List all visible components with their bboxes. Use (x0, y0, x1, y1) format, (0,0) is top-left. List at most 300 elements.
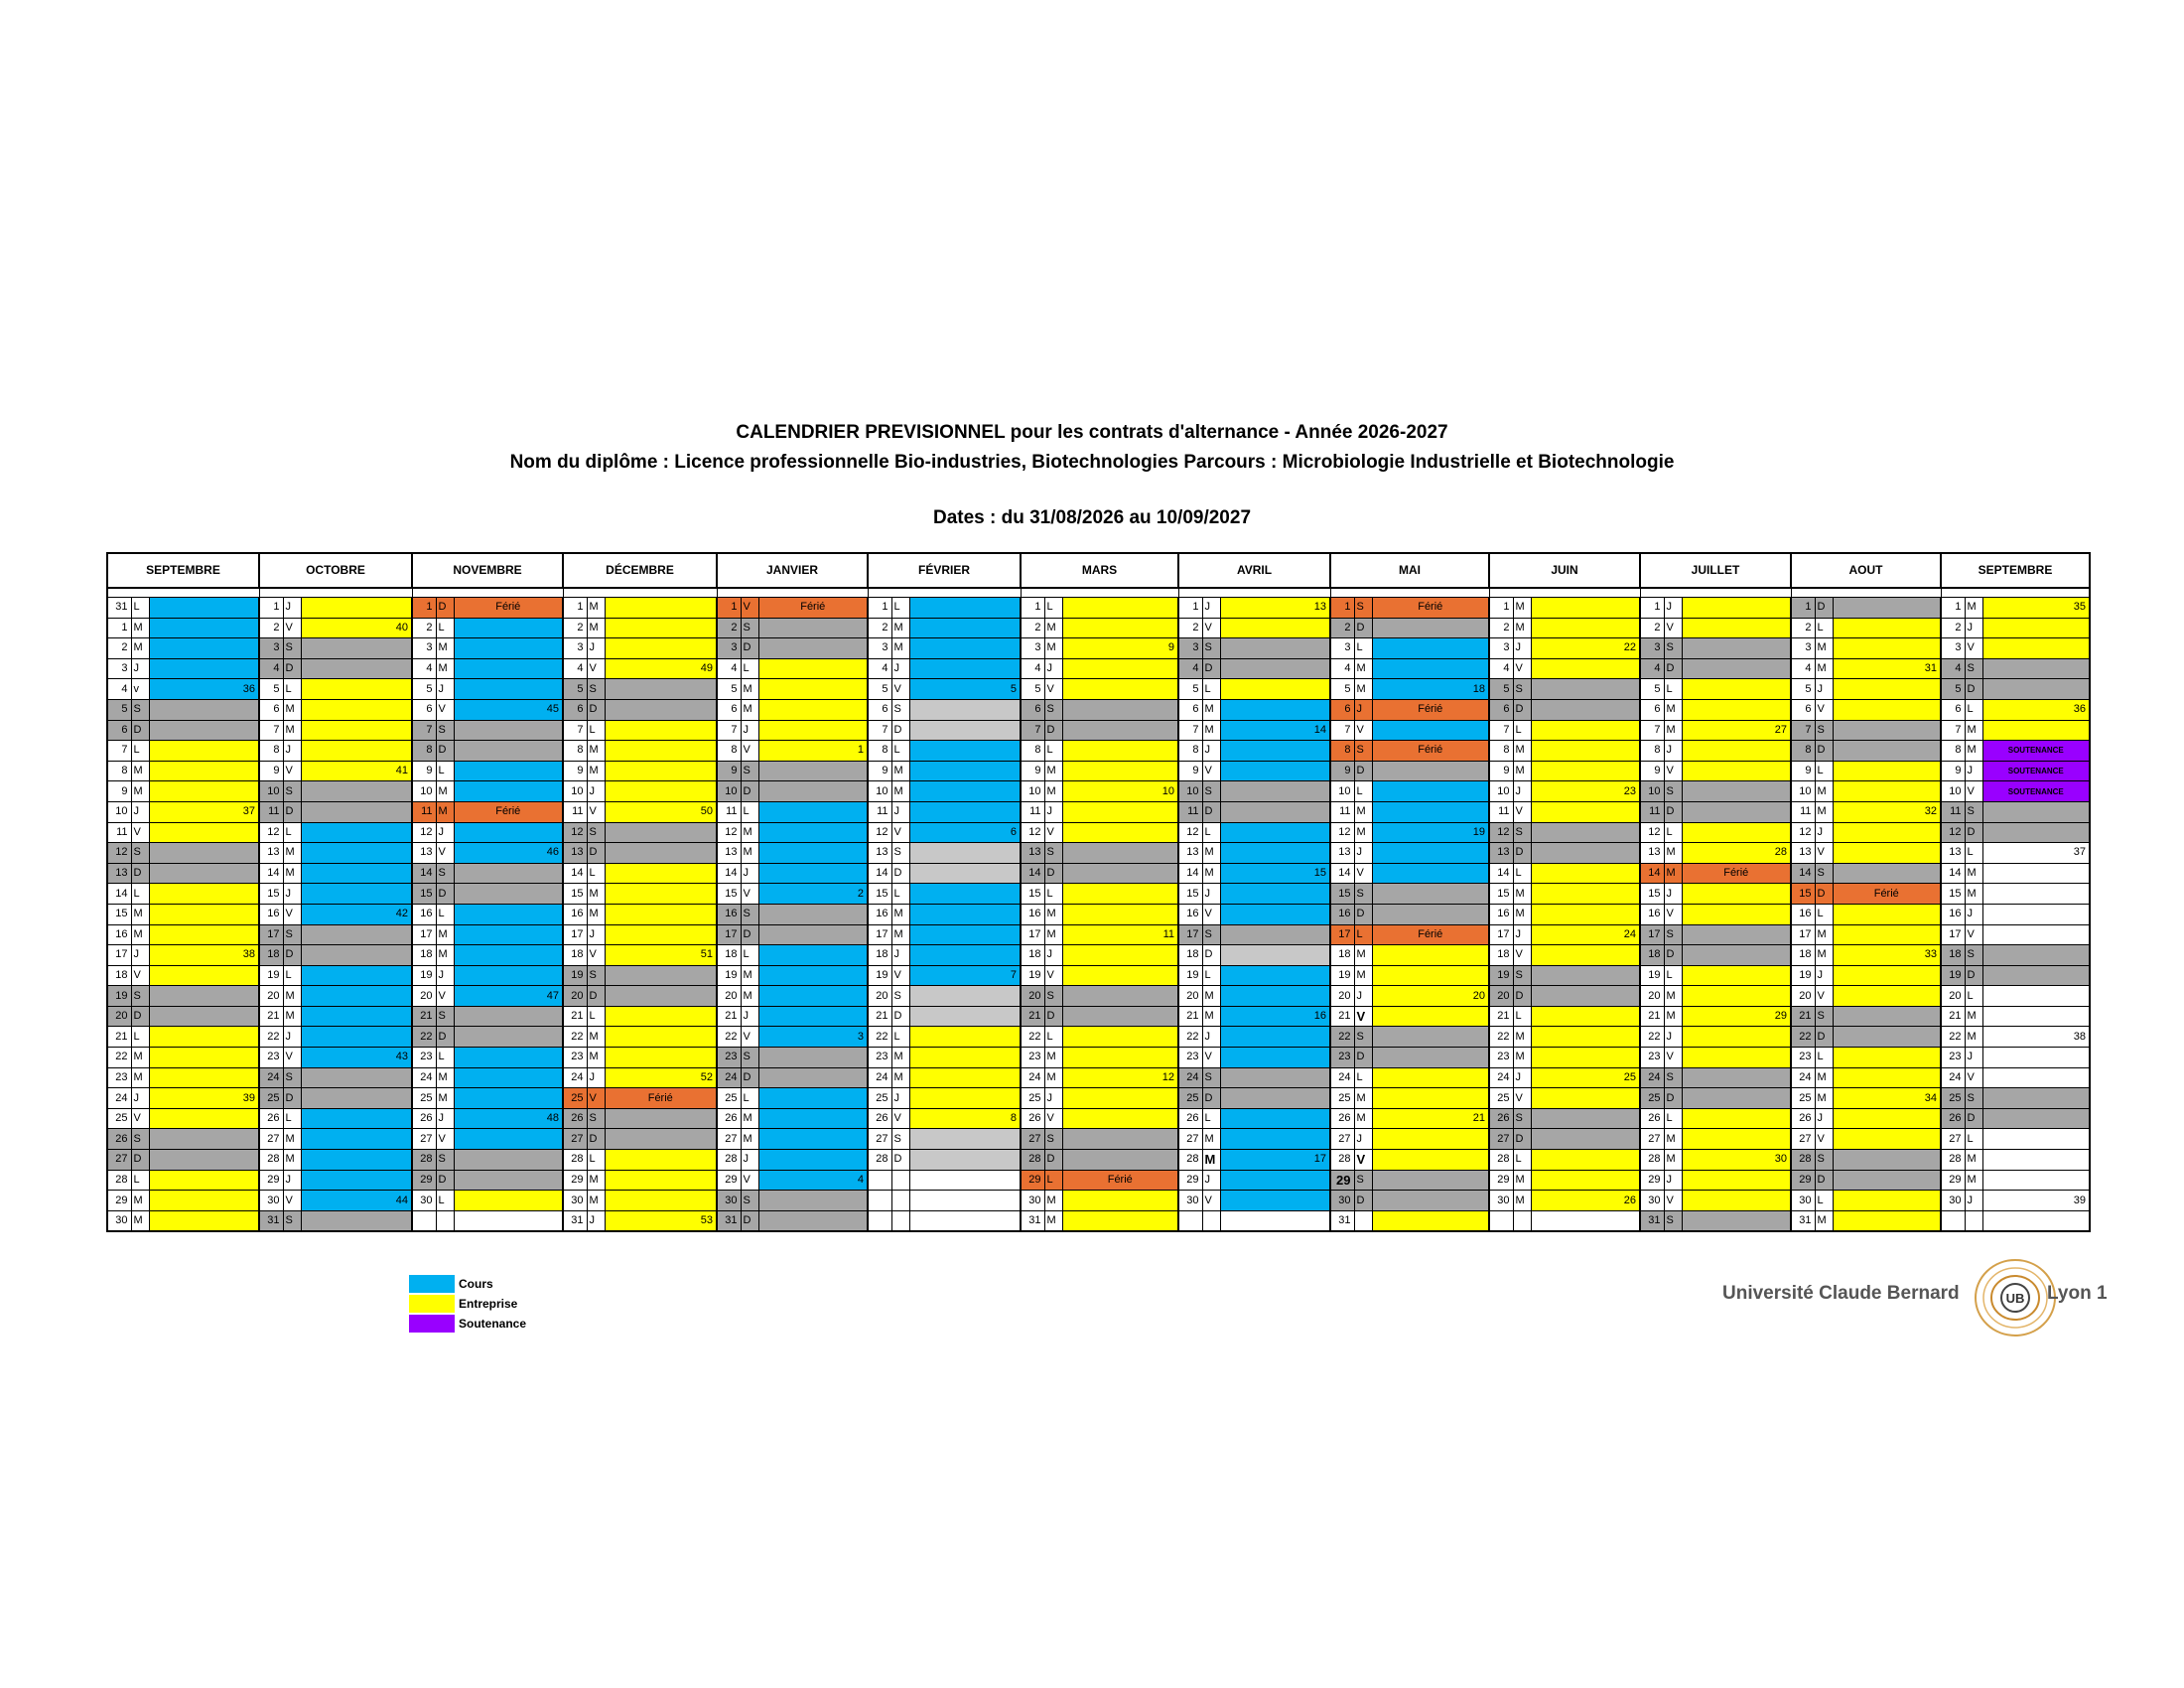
day-activity-cell (149, 863, 259, 884)
weekday-letter: S (1354, 741, 1372, 762)
day-activity-cell (454, 924, 563, 945)
day-number: 20 (1640, 986, 1664, 1007)
weekday-letter: V (1965, 781, 1982, 802)
day-number: 9 (259, 761, 283, 781)
weekday-letter: L (436, 1048, 454, 1068)
day-number: 24 (412, 1067, 436, 1088)
day-number: 7 (1941, 720, 1965, 741)
day-number: 15 (1178, 884, 1202, 905)
day-activity-cell (454, 1006, 563, 1027)
day-number: 7 (717, 720, 741, 741)
day-activity-cell (1220, 699, 1330, 720)
day-activity-cell (1220, 1210, 1330, 1231)
day-activity-cell: 49 (605, 658, 717, 679)
day-activity-cell (1833, 863, 1941, 884)
day-number: 13 (107, 863, 131, 884)
weekday-letter: L (1513, 863, 1531, 884)
day-activity-cell (758, 1191, 868, 1211)
weekday-letter: M (741, 843, 758, 864)
day-number: 31 (1021, 1210, 1044, 1231)
weekday-letter: S (1815, 1150, 1833, 1171)
day-number: 17 (1021, 924, 1044, 945)
weekday-letter: D (131, 1006, 149, 1027)
day-activity-cell (1531, 904, 1640, 924)
day-number: 18 (1640, 945, 1664, 966)
day-number: 12 (412, 822, 436, 843)
day-number: 20 (1021, 986, 1044, 1007)
weekday-letter (891, 1210, 909, 1231)
date-range: Dates : du 31/08/2026 au 10/09/2027 (932, 507, 1252, 528)
weekday-letter: S (1664, 781, 1682, 802)
day-activity-cell (1220, 843, 1330, 864)
weekday-letter: D (1664, 658, 1682, 679)
day-activity-cell (1982, 986, 2090, 1007)
weekday-letter: M (1044, 1048, 1062, 1068)
day-number: 30 (259, 1191, 283, 1211)
weekday-letter: M (1815, 1088, 1833, 1109)
calendar-row (107, 1048, 2090, 1068)
day-activity-cell (758, 1067, 868, 1088)
calendar-table (106, 552, 2091, 1232)
weekday-letter: L (741, 1088, 758, 1109)
weekday-letter: D (283, 1088, 301, 1109)
day-activity-cell (1982, 1088, 2090, 1109)
day-activity-cell (1531, 965, 1640, 986)
day-number: 1 (1791, 598, 1815, 619)
weekday-letter: S (1354, 884, 1372, 905)
day-number: 17 (107, 945, 131, 966)
weekday-letter: L (1815, 1048, 1833, 1068)
weekday-letter: L (741, 801, 758, 822)
weekday-letter: M (1354, 1108, 1372, 1129)
weekday-letter: J (1044, 801, 1062, 822)
day-number: 10 (563, 781, 587, 802)
weekday-letter: M (1202, 843, 1220, 864)
day-number: 21 (868, 1006, 891, 1027)
day-number: 6 (412, 699, 436, 720)
day-activity-cell (1982, 720, 2090, 741)
day-number: 29 (1178, 1170, 1202, 1191)
day-activity-cell (1531, 884, 1640, 905)
weekday-letter: V (891, 679, 909, 700)
weekday-letter: J (1354, 699, 1372, 720)
weekday-letter: L (587, 720, 605, 741)
month-header: DÉCEMBRE (563, 553, 717, 588)
weekday-letter: V (1965, 638, 1982, 659)
weekday-letter: L (1044, 598, 1062, 619)
day-activity-cell (1062, 1150, 1178, 1171)
weekday-letter: L (131, 598, 149, 619)
university-logo (1722, 1253, 2108, 1342)
day-activity-cell (1220, 679, 1330, 700)
weekday-letter: M (436, 658, 454, 679)
weekday-letter: D (1202, 658, 1220, 679)
day-number: 25 (717, 1088, 741, 1109)
day-number: 8 (1489, 741, 1513, 762)
day-number: 9 (412, 761, 436, 781)
weekday-letter: D (1044, 863, 1062, 884)
day-activity-cell: 6 (909, 822, 1021, 843)
day-activity-cell (1531, 1129, 1640, 1150)
day-number: 29 (1640, 1170, 1664, 1191)
weekday-letter: V (1202, 904, 1220, 924)
day-number: 15 (259, 884, 283, 905)
weekday-letter: L (1664, 965, 1682, 986)
day-number: 26 (563, 1108, 587, 1129)
day-number: 10 (1941, 781, 1965, 802)
day-number: 24 (259, 1067, 283, 1088)
day-activity-cell (454, 741, 563, 762)
day-number: 4 (412, 658, 436, 679)
day-activity-cell (1682, 1191, 1791, 1211)
weekday-letter: M (1202, 863, 1220, 884)
weekday-letter: D (131, 720, 149, 741)
month-header: OCTOBRE (259, 553, 412, 588)
day-number: 25 (1640, 1088, 1664, 1109)
calendar-row (107, 679, 2090, 700)
day-activity-cell (1833, 1006, 1941, 1027)
day-activity-cell (1531, 986, 1640, 1007)
weekday-letter: M (741, 986, 758, 1007)
day-number: 13 (1791, 843, 1815, 864)
weekday-letter: V (587, 1088, 605, 1109)
day-number: 30 (1178, 1191, 1202, 1211)
day-number: 3 (1330, 638, 1354, 659)
calendar-row (107, 884, 2090, 905)
day-number: 11 (1640, 801, 1664, 822)
weekday-letter: M (741, 1108, 758, 1129)
weekday-letter: S (741, 904, 758, 924)
day-activity-cell (1372, 658, 1489, 679)
weekday-letter: D (1815, 884, 1833, 905)
weekday-letter: V (741, 884, 758, 905)
day-activity-cell (1982, 679, 2090, 700)
weekday-letter: J (741, 1150, 758, 1171)
day-number: 17 (259, 924, 283, 945)
day-activity-cell: 22 (1531, 638, 1640, 659)
day-number: 8 (1330, 741, 1354, 762)
day-number: 27 (717, 1129, 741, 1150)
day-number: 9 (1941, 761, 1965, 781)
weekday-letter: V (1664, 1191, 1682, 1211)
day-number: 22 (1330, 1027, 1354, 1048)
day-activity-cell (1531, 1006, 1640, 1027)
day-number: 30 (717, 1191, 741, 1211)
weekday-letter: M (131, 618, 149, 638)
day-number: 10 (1330, 781, 1354, 802)
weekday-letter: D (587, 1129, 605, 1150)
weekday-letter: D (436, 1027, 454, 1048)
day-number: 30 (1791, 1191, 1815, 1211)
day-activity-cell: 39 (1982, 1191, 2090, 1211)
day-activity-cell (605, 1150, 717, 1171)
weekday-letter: S (436, 1006, 454, 1027)
weekday-letter: M (587, 1170, 605, 1191)
weekday-letter: S (1044, 843, 1062, 864)
day-number: 23 (259, 1048, 283, 1068)
day-number: 14 (1021, 863, 1044, 884)
day-number: 29 (1941, 1170, 1965, 1191)
day-activity-cell (1220, 986, 1330, 1007)
weekday-letter: V (1513, 945, 1531, 966)
day-number: 14 (717, 863, 741, 884)
day-number: 11 (1178, 801, 1202, 822)
day-number: 24 (717, 1067, 741, 1088)
day-activity-cell (301, 741, 412, 762)
day-number: 21 (717, 1006, 741, 1027)
day-number: 20 (868, 986, 891, 1007)
day-number: 27 (1640, 1129, 1664, 1150)
weekday-letter: J (1354, 1129, 1372, 1150)
day-number: 1 (1489, 598, 1513, 619)
day-activity-cell (1062, 1027, 1178, 1048)
day-activity-cell (605, 679, 717, 700)
day-number: 14 (1489, 863, 1513, 884)
weekday-letter: L (1202, 679, 1220, 700)
weekday-letter: S (1965, 658, 1982, 679)
day-activity-cell (909, 1129, 1021, 1150)
weekday-letter: L (283, 965, 301, 986)
day-activity-cell (149, 1108, 259, 1129)
day-activity-cell: 13 (1220, 598, 1330, 619)
weekday-letter: J (587, 1210, 605, 1231)
day-activity-cell: 35 (1982, 598, 2090, 619)
weekday-letter: M (891, 781, 909, 802)
weekday-letter: J (1202, 598, 1220, 619)
day-number: 30 (1489, 1191, 1513, 1211)
day-activity-cell (1062, 679, 1178, 700)
day-activity-cell (149, 761, 259, 781)
day-activity-cell (301, 638, 412, 659)
weekday-letter: S (1513, 1108, 1531, 1129)
day-number: 27 (1330, 1129, 1354, 1150)
day-number: 28 (1791, 1150, 1815, 1171)
day-activity-cell (758, 781, 868, 802)
day-activity-cell (301, 1150, 412, 1171)
weekday-letter: M (587, 884, 605, 905)
day-number: 6 (1941, 699, 1965, 720)
weekday-letter (436, 1210, 454, 1231)
day-number: 17 (1330, 924, 1354, 945)
day-number: 20 (107, 1006, 131, 1027)
month-header: AOUT (1791, 553, 1941, 588)
day-activity-cell: 26 (1531, 1191, 1640, 1211)
day-number: 5 (1178, 679, 1202, 700)
day-activity-cell (454, 945, 563, 966)
weekday-letter: J (283, 741, 301, 762)
day-activity-cell: Férié (454, 598, 563, 619)
weekday-letter: M (131, 1048, 149, 1068)
day-number: 4 (1021, 658, 1044, 679)
day-activity-cell (1682, 658, 1791, 679)
weekday-letter: L (1664, 1108, 1682, 1129)
weekday-letter: M (1044, 638, 1062, 659)
day-activity-cell (149, 1191, 259, 1211)
day-number: 18 (1489, 945, 1513, 966)
day-number: 5 (868, 679, 891, 700)
day-number: 10 (1640, 781, 1664, 802)
day-number: 21 (412, 1006, 436, 1027)
weekday-letter: M (1044, 618, 1062, 638)
day-activity-cell: 25 (1531, 1067, 1640, 1088)
day-activity-cell (1682, 699, 1791, 720)
day-number: 8 (1640, 741, 1664, 762)
day-number: 19 (563, 965, 587, 986)
calendar-row (107, 945, 2090, 966)
day-number: 2 (1330, 618, 1354, 638)
day-number: 28 (1941, 1150, 1965, 1171)
weekday-letter: L (436, 761, 454, 781)
day-activity-cell (909, 1067, 1021, 1088)
day-activity-cell (1220, 1129, 1330, 1150)
day-number: 15 (1791, 884, 1815, 905)
weekday-letter: S (587, 679, 605, 700)
day-activity-cell (758, 924, 868, 945)
day-number: 1 (1178, 598, 1202, 619)
day-number: 26 (1021, 1108, 1044, 1129)
weekday-letter: D (1815, 1170, 1833, 1191)
day-activity-cell (454, 1067, 563, 1088)
day-number: 25 (107, 1108, 131, 1129)
day-number: 27 (1791, 1129, 1815, 1150)
weekday-letter: V (436, 986, 454, 1007)
day-number: 12 (107, 843, 131, 864)
day-activity-cell: 48 (454, 1108, 563, 1129)
day-number: 21 (107, 1027, 131, 1048)
weekday-letter: L (1202, 1108, 1220, 1129)
day-activity-cell (1220, 924, 1330, 945)
day-activity-cell (1531, 598, 1640, 619)
day-activity-cell (909, 658, 1021, 679)
day-activity-cell: 21 (1372, 1108, 1489, 1129)
weekday-letter: D (436, 598, 454, 619)
weekday-letter: M (1815, 781, 1833, 802)
day-activity-cell: Férié (1372, 598, 1489, 619)
day-number: 25 (1178, 1088, 1202, 1109)
day-activity-cell (605, 986, 717, 1007)
day-number: 29 (717, 1170, 741, 1191)
weekday-letter: J (1965, 618, 1982, 638)
day-activity-cell (1682, 986, 1791, 1007)
day-number: 13 (1330, 843, 1354, 864)
day-number: 11 (1791, 801, 1815, 822)
day-activity-cell (1220, 965, 1330, 986)
weekday-letter: M (587, 741, 605, 762)
weekday-letter: J (1044, 658, 1062, 679)
calendar-row (107, 1006, 2090, 1027)
day-activity-cell (1982, 945, 2090, 966)
weekday-letter: V (1354, 863, 1372, 884)
day-number: 21 (259, 1006, 283, 1027)
day-activity-cell: SOUTENANCE (1982, 741, 2090, 762)
day-number: 23 (1941, 1048, 1965, 1068)
day-number: 20 (1791, 986, 1815, 1007)
weekday-letter: M (1815, 658, 1833, 679)
weekday-letter: D (891, 1006, 909, 1027)
day-activity-cell (1372, 965, 1489, 986)
day-number: 22 (1489, 1027, 1513, 1048)
calendar-row (107, 822, 2090, 843)
day-activity-cell (605, 741, 717, 762)
day-number: 16 (1021, 904, 1044, 924)
day-activity-cell (1531, 741, 1640, 762)
day-activity-cell (1833, 638, 1941, 659)
weekday-letter: J (1044, 1088, 1062, 1109)
day-activity-cell (1833, 761, 1941, 781)
diploma-name: Nom du diplôme : Licence professionnelle Bio-industries, Biotechnologies Parcours : Microbiologie Industrielle et Biotechnologie (509, 452, 1675, 473)
day-number: 7 (1178, 720, 1202, 741)
day-number: 5 (1330, 679, 1354, 700)
day-number: 12 (563, 822, 587, 843)
weekday-letter: M (436, 638, 454, 659)
day-activity-cell (1833, 618, 1941, 638)
weekday-letter: M (1965, 1027, 1982, 1048)
day-number: 21 (1791, 1006, 1815, 1027)
day-number: 16 (1791, 904, 1815, 924)
day-number: 1 (1021, 598, 1044, 619)
weekday-letter: D (1354, 761, 1372, 781)
day-activity-cell (909, 1027, 1021, 1048)
day-number: 13 (259, 843, 283, 864)
weekday-letter: M (1965, 598, 1982, 619)
day-activity-cell (1682, 781, 1791, 802)
weekday-letter: D (1965, 822, 1982, 843)
day-activity-cell: Férié (1372, 699, 1489, 720)
weekday-letter: V (131, 965, 149, 986)
day-number: 16 (1178, 904, 1202, 924)
weekday-letter: S (1044, 699, 1062, 720)
legend-label: Soutenance (459, 1317, 527, 1331)
weekday-letter: V (1513, 801, 1531, 822)
day-activity-cell (301, 720, 412, 741)
weekday-letter: D (436, 884, 454, 905)
weekday-letter: M (1354, 679, 1372, 700)
day-activity-cell (1220, 884, 1330, 905)
day-activity-cell: 28 (1682, 843, 1791, 864)
day-activity-cell (605, 843, 717, 864)
day-number: 5 (1489, 679, 1513, 700)
day-number: 7 (412, 720, 436, 741)
day-number: 28 (1640, 1150, 1664, 1171)
weekday-letter: J (1815, 1108, 1833, 1129)
weekday-letter: D (1513, 986, 1531, 1007)
day-number: 13 (412, 843, 436, 864)
day-number (868, 1170, 891, 1191)
weekday-letter: M (1965, 884, 1982, 905)
day-number: 25 (563, 1088, 587, 1109)
day-number: 27 (1178, 1129, 1202, 1150)
day-activity-cell (909, 1088, 1021, 1109)
day-activity-cell (1062, 720, 1178, 741)
day-activity-cell (454, 658, 563, 679)
day-activity-cell (454, 1088, 563, 1109)
day-number: 13 (1489, 843, 1513, 864)
day-number: 22 (717, 1027, 741, 1048)
weekday-letter: J (131, 1088, 149, 1109)
weekday-letter: M (741, 1129, 758, 1150)
day-activity-cell: 24 (1531, 924, 1640, 945)
day-number: 27 (1941, 1129, 1965, 1150)
day-number: 28 (412, 1150, 436, 1171)
day-number: 20 (1941, 986, 1965, 1007)
weekday-letter: J (131, 658, 149, 679)
day-activity-cell (1220, 761, 1330, 781)
day-number: 25 (1021, 1088, 1044, 1109)
day-activity-cell (1531, 863, 1640, 884)
day-number: 29 (563, 1170, 587, 1191)
day-activity-cell (1682, 1048, 1791, 1068)
day-number: 20 (1489, 986, 1513, 1007)
